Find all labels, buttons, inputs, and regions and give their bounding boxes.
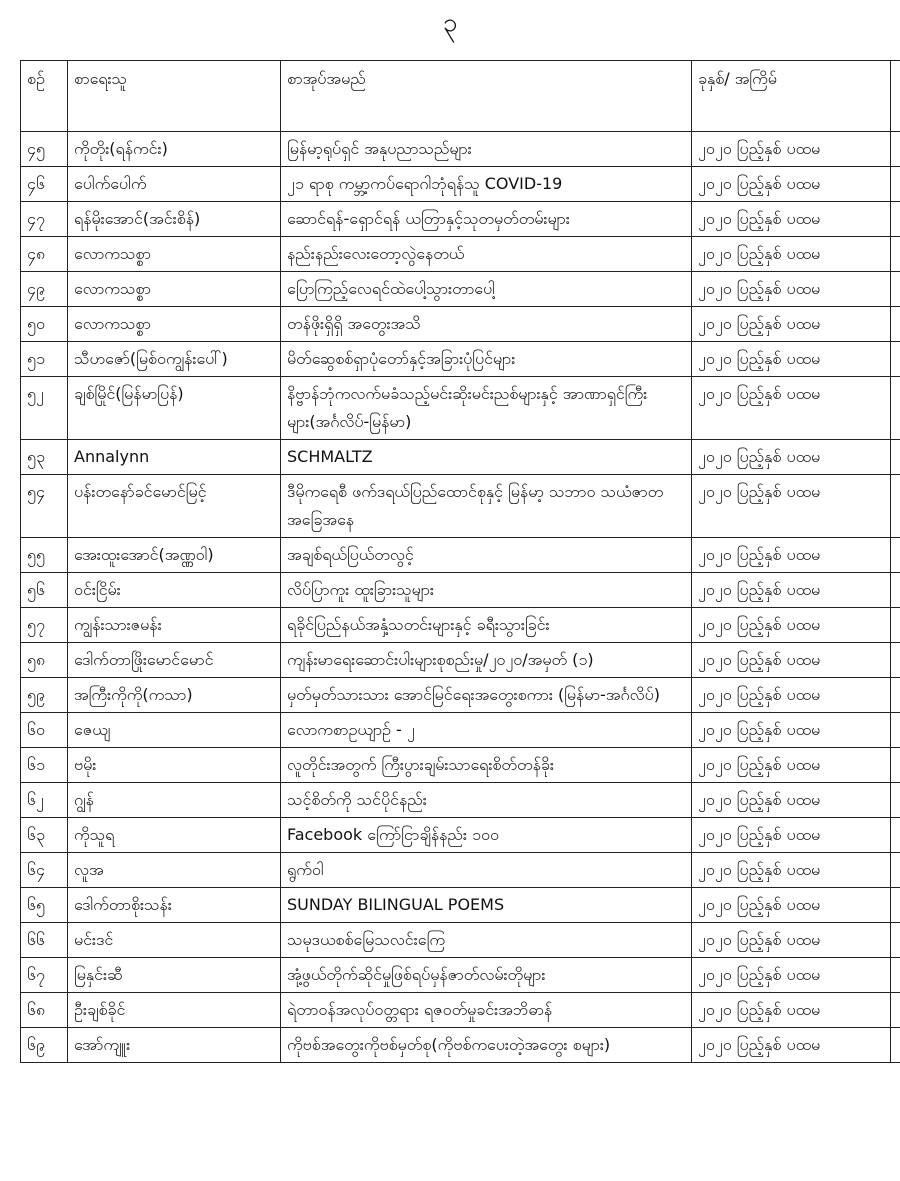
cell-title: လောကစာဥယျာဉ် - ၂ [281,713,692,748]
table-row [21,132,900,167]
cell-extra [891,853,900,888]
cell-title: လိပ်ပြာကူး ထူးခြားသူများ [281,573,692,608]
cell-year: ၂၀၂၀ ပြည့်နှစ် ပထမ [692,748,891,783]
cell-extra [891,1028,900,1063]
cell-extra [891,958,900,993]
table-row [21,923,900,958]
cell-year: ၂၀၂၀ ပြည့်နှစ် ပထမ [692,167,891,202]
header-year: ခုနှစ်/ အကြိမ် [692,61,891,132]
table-row [21,573,900,608]
cell-author: အေးထူးအောင်(အဏ္ဏဝါ) [68,538,281,573]
cell-extra [891,678,900,713]
cell-extra [891,475,900,538]
header-author: စာရေးသူ [68,61,281,132]
cell-no: ၄၇ [21,202,68,237]
cell-title: မြန်မာ့ရုပ်ရှင် အနုပညာသည်များ [281,132,692,167]
table-row [21,202,900,237]
cell-no: ၅၀ [21,307,68,342]
cell-extra [891,783,900,818]
cell-author: ကိုတိုး(ရန်ကင်း) [68,132,281,167]
table-row [21,958,900,993]
cell-extra [891,237,900,272]
cell-year: ၂၀၂၀ ပြည့်နှစ် ပထမ [692,678,891,713]
cell-year: ၂၀၂၀ ပြည့်နှစ် ပထမ [692,440,891,475]
cell-year: ၂၀၂၀ ပြည့်နှစ် ပထမ [692,342,891,377]
table-row [21,678,900,713]
cell-extra [891,202,900,237]
cell-title: လူတိုင်းအတွက် ကြီးပွားချမ်းသာရေးစိတ်တန်ခိုး [281,748,692,783]
cell-author: လောကသစ္စာ [68,272,281,307]
cell-title: ရွက်ဝါ [281,853,692,888]
cell-no: ၅၉ [21,678,68,713]
cell-year: ၂၀၂၀ ပြည့်နှစ် ပထမ [692,643,891,678]
cell-no: ၅၅ [21,538,68,573]
cell-title: ရဲတာဝန်အလုပ်ဝတ္တရား ရဇဝတ်မှုခင်းအဘိဓာန် [281,993,692,1028]
cell-no: ၅၂ [21,377,68,440]
cell-author: ကိုသူရ [68,818,281,853]
cell-no: ၆၆ [21,923,68,958]
cell-year: ၂၀၂၀ ပြည့်နှစ် ပထမ [692,573,891,608]
cell-year: ၂၀၂၀ ပြည့်နှစ် ပထမ [692,307,891,342]
cell-author: ဗမိုး [68,748,281,783]
header-title: စာအုပ်အမည် [281,61,692,132]
cell-no: ၄၆ [21,167,68,202]
table-row [21,342,900,377]
cell-no: ၅၈ [21,643,68,678]
cell-no: ၅၃ [21,440,68,475]
cell-author: ပေါက်ပေါက် [68,167,281,202]
cell-extra [891,748,900,783]
table-row [21,237,900,272]
table-row [21,643,900,678]
cell-no: ၆၃ [21,818,68,853]
cell-extra [891,538,900,573]
cell-title: နိဗ္ဗာန်ဘုံကလက်မခံသည့်မင်းဆိုးမင်းညစ်များနှင့် အာဏာရှင်ကြီးများ(အင်္ဂလိပ်-မြန်မာ) [281,377,692,440]
cell-year: ၂၀၂၀ ပြည့်နှစ် ပထမ [692,475,891,538]
cell-extra [891,272,900,307]
cell-title: SUNDAY BILINGUAL POEMS [281,888,692,923]
cell-title: ကိုဗစ်အတွေးကိုဗစ်မှတ်စု(ကိုဗစ်ကပေးတဲ့အတွေး စများ) [281,1028,692,1063]
table-row [21,377,900,440]
cell-title: အချစ်ရယ်ပြယ်တလွင့် [281,538,692,573]
cell-author: ရန်မိုးအောင်(အင်းစိန်) [68,202,281,237]
table-row [21,475,900,538]
cell-year: ၂၀၂၀ ပြည့်နှစ် ပထမ [692,132,891,167]
table-row [21,818,900,853]
cell-author: မြနှင်းဆီ [68,958,281,993]
cell-author: ဦးချစ်ခိုင် [68,993,281,1028]
table-row [21,167,900,202]
header-extra [891,61,900,132]
cell-year: ၂၀၂၀ ပြည့်နှစ် ပထမ [692,237,891,272]
table-row [21,713,900,748]
cell-author: ဂျွန် [68,783,281,818]
cell-title: ပြောကြည့်လေရင်ထဲပေါ့သွားတာပေါ့ [281,272,692,307]
cell-year: ၂၀၂၀ ပြည့်နှစ် ပထမ [692,958,891,993]
cell-title: ရခိုင်ပြည်နယ်အနှံ့သတင်းများနှင့် ခရီးသွားခြင်း [281,608,692,643]
cell-author: ကျွန်းသားဇမန်း [68,608,281,643]
cell-title: သင့်စိတ်ကို သင်ပိုင်နည်း [281,783,692,818]
page-number: ၃ [442,8,458,38]
cell-title: အုံ့ဖွယ်တိုက်ဆိုင်မှုဖြစ်ရပ်မှန်ဇာတ်လမ်းတိုများ [281,958,692,993]
header-no: စဉ် [21,61,68,132]
cell-year: ၂၀၂၀ ပြည့်နှစ် ပထမ [692,538,891,573]
cell-year: ၂၀၂၀ ပြည့်နှစ် ပထမ [692,272,891,307]
cell-no: ၄၉ [21,272,68,307]
cell-title: Facebook ကြော်ငြာချိန်နည်း ၁၀၀ [281,818,692,853]
cell-title: ဒီမိုကရေစီ ဖက်ဒရယ်ပြည်ထောင်စုနှင့် မြန်မာ့ သဘာဝ သယံဇာတအခြေအနေ [281,475,692,538]
cell-extra [891,573,900,608]
cell-extra [891,608,900,643]
book-list-table [20,60,900,1063]
cell-author: ပန်းတနော်ခင်မောင်မြင့် [68,475,281,538]
cell-year: ၂၀၂၀ ပြည့်နှစ် ပထမ [692,1028,891,1063]
cell-author: ဇေယျ [68,713,281,748]
table-row [21,783,900,818]
cell-author: ဒေါက်တာစိုးသန်း [68,888,281,923]
cell-extra [891,440,900,475]
cell-title: မိတ်ဆွေစစ်ရှာပုံတော်နှင့်အခြားပုံပြင်များ [281,342,692,377]
cell-no: ၆၀ [21,713,68,748]
table-row [21,1028,900,1063]
cell-author: အော်ကျူး [68,1028,281,1063]
table-body [21,132,900,1063]
cell-no: ၆၈ [21,993,68,1028]
cell-author: လူအ [68,853,281,888]
table-row [21,888,900,923]
cell-title: မှတ်မှတ်သားသား အောင်မြင်ရေးအတွေးစကား (မြန်မာ-အင်္ဂလိပ်) [281,678,692,713]
cell-title: ကျန်းမာရေးဆောင်းပါးများစုစည်းမှု/၂၀၂၀/အမှတ် (၁) [281,643,692,678]
cell-year: ၂၀၂၀ ပြည့်နှစ် ပထမ [692,713,891,748]
table-row [21,307,900,342]
cell-year: ၂၀၂၀ ပြည့်နှစ် ပထမ [692,853,891,888]
cell-no: ၄၈ [21,237,68,272]
table-row [21,993,900,1028]
cell-no: ၅၇ [21,608,68,643]
table-row [21,748,900,783]
cell-extra [891,167,900,202]
cell-title: သမုဒယစစ်မြေသလင်းကြေ [281,923,692,958]
cell-author: ဝင်းငြိမ်း [68,573,281,608]
cell-year: ၂၀၂၀ ပြည့်နှစ် ပထမ [692,993,891,1028]
cell-author: လောကသစ္စာ [68,237,281,272]
table-row [21,538,900,573]
cell-extra [891,923,900,958]
cell-author: အကြီးကိုကို(ကသာ) [68,678,281,713]
cell-title: SCHMALTZ [281,440,692,475]
cell-extra [891,132,900,167]
cell-no: ၄၅ [21,132,68,167]
cell-year: ၂၀၂၀ ပြည့်နှစ် ပထမ [692,783,891,818]
cell-title: ၂၁ ရာစု ကမ္ဘာ့ကပ်ရောဂါဘုံရန်သူ COVID-19 [281,167,692,202]
cell-year: ၂၀၂၀ ပြည့်နှစ် ပထမ [692,202,891,237]
cell-no: ၆၁ [21,748,68,783]
cell-author: ဒေါက်တာဖြိုးမောင်မောင် [68,643,281,678]
cell-no: ၆၇ [21,958,68,993]
cell-author: မင်းဒင် [68,923,281,958]
cell-author: Annalynn [68,440,281,475]
cell-extra [891,307,900,342]
cell-no: ၆၄ [21,853,68,888]
cell-extra [891,342,900,377]
cell-extra [891,818,900,853]
cell-author: သီဟဇော်(မြစ်ဝကျွန်းပေါ်) [68,342,281,377]
cell-no: ၆၉ [21,1028,68,1063]
cell-title: ဆောင်ရန်-ရှောင်ရန် ယတြာနှင့်သုတမှတ်တမ်းများ [281,202,692,237]
cell-extra [891,888,900,923]
cell-title: နည်းနည်းလေးတော့လွဲနေတယ် [281,237,692,272]
cell-author: လောကသစ္စာ [68,307,281,342]
cell-no: ၆၂ [21,783,68,818]
cell-year: ၂၀၂၀ ပြည့်နှစ် ပထမ [692,377,891,440]
cell-no: ၅၄ [21,475,68,538]
table-header-row [21,61,900,132]
cell-author: ချစ်မြိုင်(မြန်မာပြန်) [68,377,281,440]
table-row [21,608,900,643]
table-row [21,272,900,307]
cell-no: ၆၅ [21,888,68,923]
cell-title: တန်ဖိုးရှိရှိ အတွေးအသိ [281,307,692,342]
table-row [21,440,900,475]
cell-year: ၂၀၂၀ ပြည့်နှစ် ပထမ [692,888,891,923]
cell-extra [891,643,900,678]
cell-year: ၂၀၂၀ ပြည့်နှစ် ပထမ [692,608,891,643]
cell-extra [891,713,900,748]
cell-extra [891,993,900,1028]
cell-no: ၅၁ [21,342,68,377]
cell-year: ၂၀၂၀ ပြည့်နှစ် ပထမ [692,923,891,958]
cell-extra [891,377,900,440]
cell-no: ၅၆ [21,573,68,608]
cell-year: ၂၀၂၀ ပြည့်နှစ် ပထမ [692,818,891,853]
table-row [21,853,900,888]
